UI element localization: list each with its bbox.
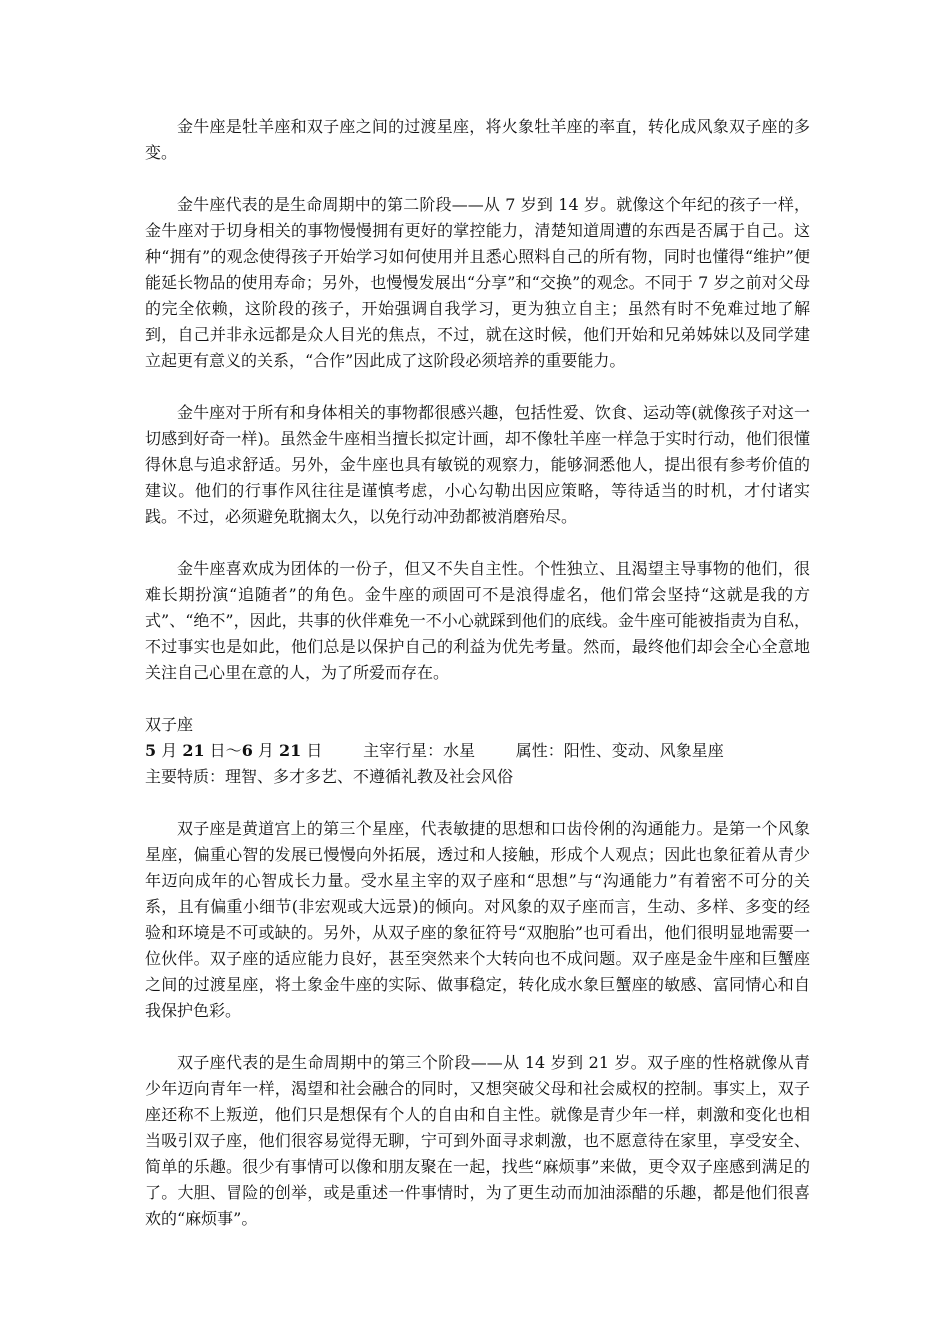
gemini-start-day: 21 [182,741,205,760]
taurus-paragraph-3: 金牛座对于所有和身体相关的事物都很感兴趣，包括性爱、饮食、运动等(就像孩子对这一切感到好奇一样)。虽然金牛座相当擅长拟定计画，却不像牡羊座一样急于实时行动，他们很懂得休息与追求舒适。另外，金牛座也具有敏锐的观察力，能够洞悉他人，提出很有参考价值的建议。他们的行事作风往往是谨慎考虑，小心勾勒出因应策略，等待适当的时机，才付诸实践。不过，必须避免耽搁太久，以免行动冲劲都被消磨殆尽。 [145,403,810,526]
taurus-paragraph-2: 金牛座代表的是生命周期中的第二阶段——从 7 岁到 14 岁。就像这个年纪的孩子一样，金牛座对于切身相关的事物慢慢拥有更好的掌控能力，清楚知道周遭的东西是否属于自己。这种“拥有”的观念使得孩子开始学习如何使用并且悉心照料自己的所有物，同时也懂得“维护”便能延长物品的使用寿命；另外，也慢慢发展出“分享”和“交换”的观念。不同于 7 岁之前对父母的完全依赖，这阶段的孩子，开始强调自我学习，更为独立自主；虽然有时不免难过地了解到，自己并非永远都是众人目光的焦点，不过，就在这时候，他们开始和兄弟姊妹以及同学建立起更有意义的关系，“合作”因此成了这阶段必须培养的重要能力。 [145,195,810,370]
gemini-paragraph-2: 双子座代表的是生命周期中的第三个阶段——从 14 岁到 21 岁。双子座的性格就像从青少年迈向青年一样，渴望和社会融合的同时，又想突破父母和社会威权的控制。事实上，双子座还称不上叛逆，他们只是想保有个人的自由和自主性。就像是青少年一样，刺激和变化也相当吸引双子座，他们很容易觉得无聊，宁可到外面寻求刺激，也不愿意待在家里，享受安全、简单的乐趣。很少有事情可以像和朋友聚在一起，找些“麻烦事”来做，更令双子座感到满足的了。大胆、冒险的创举，或是重述一件事情时，为了更生动而加油添醋的乐趣，都是他们很喜欢的“麻烦事”。 [145,1053,810,1228]
gemini-traits: 主要特质：理智、多才多艺、不遵循礼教及社会风俗 [145,767,514,786]
taurus-paragraph-4: 金牛座喜欢成为团体的一份子，但又不失自主性。个性独立、且渴望主导事物的他们，很难长期扮演“追随者”的角色。金牛座的顽固可不是浪得虚名，他们常会坚持“这就是我的方式”、“绝不”，因此，共事的伙伴难免一不小心就踩到他们的底线。金牛座可能被指责为自私，不过事实也是如此，他们总是以保护自己的利益为优先考量。然而，最终他们却会全心全意地关注自己心里在意的人，为了所爱而存在。 [145,559,810,682]
gemini-ruler-attributes: 主宰行星：水星 属性：阳性、变动、风象星座 [322,741,724,760]
gemini-date-suffix: 日 [301,741,323,760]
gemini-date-sep-1: 月 [156,741,183,760]
document-page [145,114,810,1258]
gemini-start-month: 5 [145,741,157,760]
gemini-date-sep-3: 月 [252,741,280,760]
gemini-date-ruler-line [145,738,810,764]
gemini-end-day: 21 [279,741,302,760]
taurus-paragraph-1: 金牛座是牡羊座和双子座之间的过渡星座，将火象牡羊座的率直，转化成风象双子座的多变。 [145,117,810,162]
gemini-paragraph-1: 双子座是黄道宫上的第三个星座，代表敏捷的思想和口齿伶俐的沟通能力。是第一个风象星座，偏重心智的发展已慢慢向外拓展，透过和人接触，形成个人观点；因此也象征着从青少年迈向成年的心智成长力量。受水星主宰的双子座和“思想”与“沟通能力”有着密不可分的关系，且有偏重小细节(非宏观或大远景)的倾向。对风象的双子座而言，生动、多样、多变的经验和环境是不可或缺的。另外，从双子座的象征符号“双胞胎”也可看出，他们很明显地需要一位伙伴。双子座的适应能力良好，甚至突然来个大转向也不成问题。双子座是金牛座和巨蟹座之间的过渡星座，将土象金牛座的实际、做事稳定，转化成水象巨蟹座的敏感、富同情心和自我保护色彩。 [145,819,810,1020]
section-spacer [145,790,810,816]
gemini-heading: 双子座 [145,715,194,734]
gemini-end-month: 6 [241,741,253,760]
gemini-date-sep-2: 日～ [204,741,242,760]
